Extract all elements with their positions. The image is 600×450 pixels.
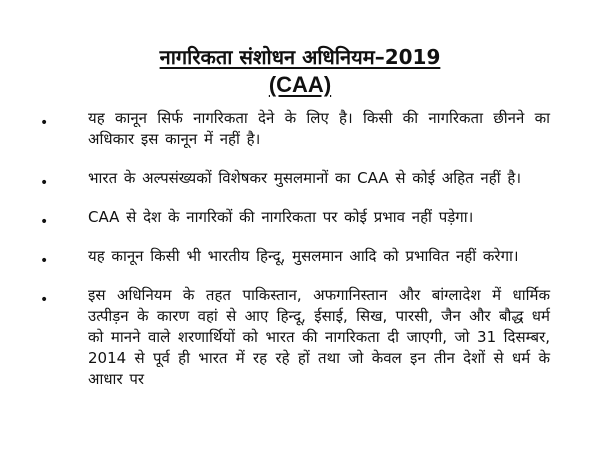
bullet-icon: • xyxy=(40,253,49,269)
bullet-list xyxy=(0,108,600,408)
bullet-text: CAA से देश के नागरिकों की नागरिकता पर कोई प्रभाव नहीं पड़ेगा। xyxy=(88,208,474,226)
bullet-text: इस अधिनियम के तहत पाकिस्तान, अफगानिस्तान और बांग्लादेश में धार्मिक उत्पीड़न के कारण वहां से आए हिन्दू, ईसाई, सिख, पारसी, जैन और बौद्ध धर्म को मानने वाले शरणार्थियों को भारत की नागरिकता दी जाएगी, जो 31 दिसम्बर, 2014 से पूर्व ही भारत में रह रहे हों तथा जो केवल इन तीन देशों से धर्म के आधार पर xyxy=(88,286,550,388)
bullet-point-4 xyxy=(0,246,600,267)
bullet-point-5 xyxy=(0,285,600,390)
bullet-text: यह कानून सिर्फ नागरिकता देने के लिए है। किसी की नागरिकता छीनने का अधिकार इस कानून में नहीं है। xyxy=(88,109,550,148)
bullet-icon: • xyxy=(40,292,49,308)
bullet-icon: • xyxy=(40,175,49,191)
bullet-point-2 xyxy=(0,168,600,189)
bullet-text: यह कानून किसी भी भारतीय हिन्दू, मुसलमान आदि को प्रभावित नहीं करेगा। xyxy=(88,247,519,265)
bullet-text: भारत के अल्पसंख्यकों विशेषकर मुसलमानों का CAA से कोई अहित नहीं है। xyxy=(88,169,522,187)
bullet-point-1 xyxy=(0,108,600,150)
bullet-icon: • xyxy=(40,214,49,230)
bullet-icon: • xyxy=(40,115,49,131)
document-title xyxy=(0,45,600,69)
document-subtitle-text: (CAA) xyxy=(268,72,332,97)
bullet-point-3 xyxy=(0,207,600,228)
document-title-text: नागरिकता संशोधन अधिनियम–2019 xyxy=(159,45,441,69)
document-subtitle xyxy=(0,72,600,98)
